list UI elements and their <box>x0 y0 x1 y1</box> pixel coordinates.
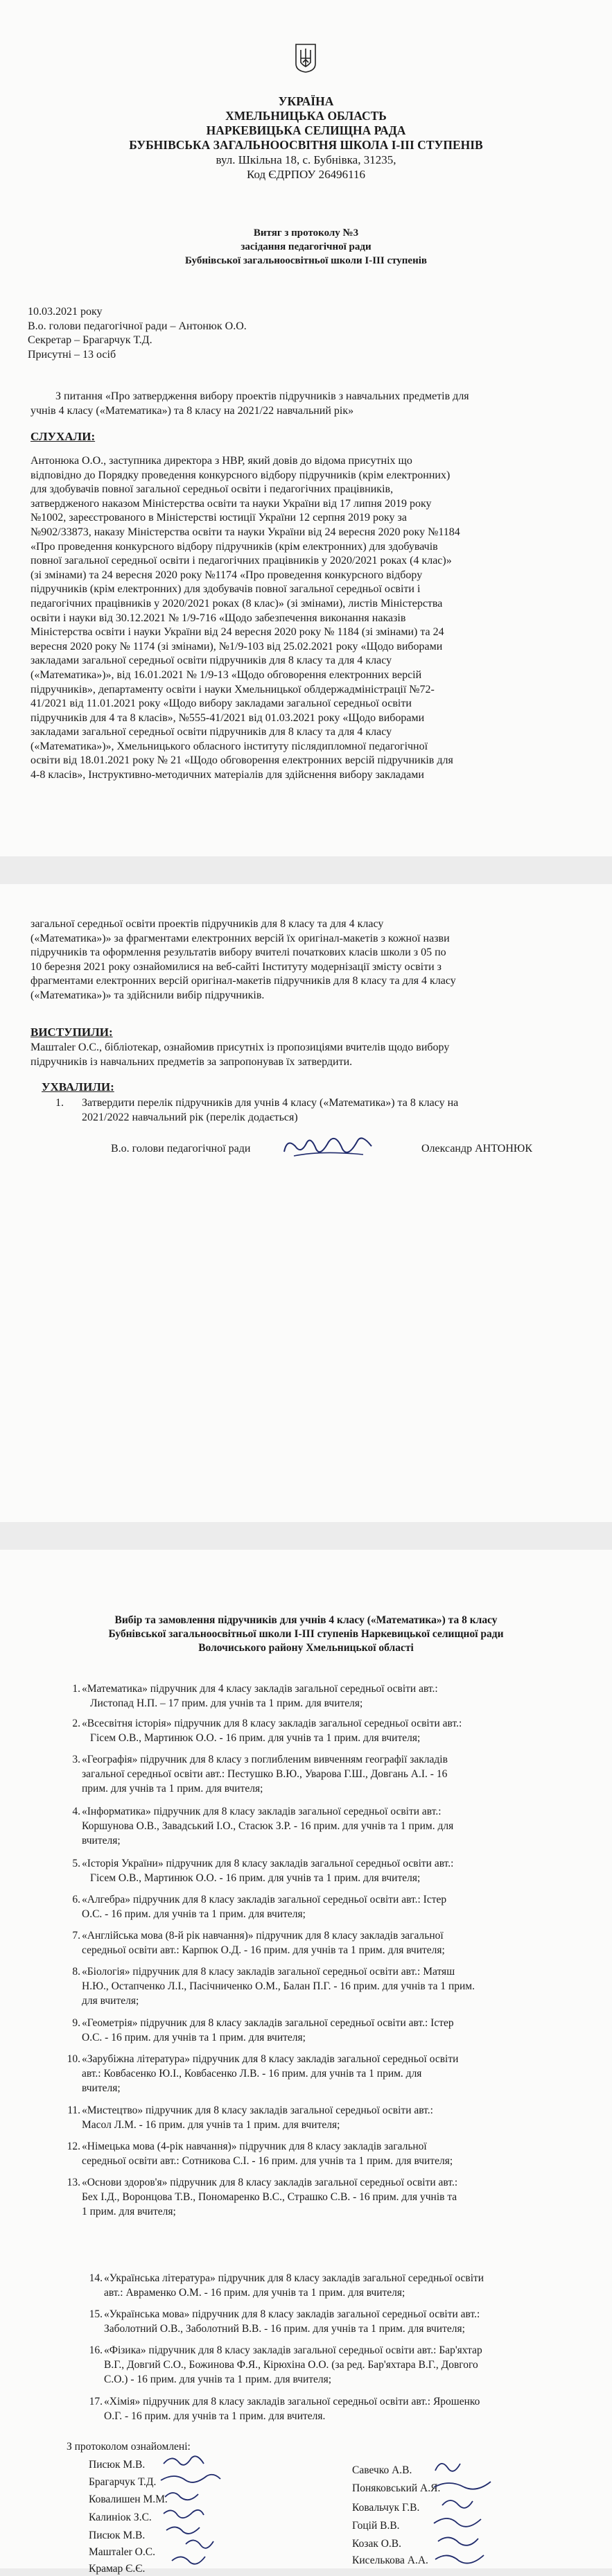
list-item: 10. «Зарубіжна література» підручник для 8 класу закладів загальної середньої освіти авт.: Ковбасенко Ю.І., Ковбасенко Л.В. - 16 прим. для учнів та 1 прим. для вчителя; <box>67 2053 459 2094</box>
heard-text <box>30 454 599 783</box>
header-council: НАРКЕВИЦЬКА СЕЛИЩНА РАДА <box>206 123 406 137</box>
decided-line: Затвердити перелік підручників для учнів 4 класу («Математика») та 8 класу на <box>82 1097 459 1109</box>
signer-right: Козак О.В. <box>352 2538 402 2550</box>
signer-left: Ковалишен М.М. <box>89 2493 168 2505</box>
signer-left: Калиніок З.С. <box>89 2512 152 2523</box>
heard-line: Антонюка О.О., заступника директора з НВР, який довів до відома присутніх що <box>30 455 412 467</box>
extract-subtitle: засідання педагогічної ради <box>241 241 371 252</box>
decided-line: 2021/2022 навчальний рік (перелік додається) <box>82 1111 298 1123</box>
signer-role: В.о. голови педагогічної ради <box>111 1143 251 1155</box>
heard-line: №1002, зареєстрованого в Міністерстві юстиції України 12 серпня 2019 року за <box>30 512 407 524</box>
continuation-line: («Математика»)» та здійснили вибір підручників. <box>30 989 265 1001</box>
agenda-line: З питання «Про затвердження вибору проектів підручників з навчальних предметів для <box>55 390 469 402</box>
header-country: УКРАЇНА <box>278 94 334 108</box>
continuation-line: 10 березня 2021 року ознайомилися на веб-сайті Інституту модернізації змісту освіти з <box>30 960 441 973</box>
list-item: 3. «Географія» підручник для 8 класу з поглибленим вивченням географії закладів загальної середньої освіти авт.: Пестушко В.Ю., Уварова Г.Ш., Довгань А.І. - 16 прим. для учнів та 1 прим. для вчителя; <box>72 1754 448 1795</box>
list-item: 2. «Всесвітня історія» підручник для 8 класу закладів загальної середньої освіти авт.: Гісем О.В., Мартинюк О.О. - 16 прим. для учнів та 1 прим. для вчителя; <box>72 1718 462 1744</box>
spoke-line: підручників із навчальних предметів за запропонував їх затвердити. <box>30 1055 353 1068</box>
heard-line: 4-8 класів», Інструктивно-методичних матеріалів для здійснення вибору закладами <box>30 769 424 781</box>
heard-line: затвердженого наказом Міністерства освіти та науки України від 17 липня 2019 року <box>30 497 432 510</box>
header-address: вул. Шкільна 18, с. Бубнівка, 31235, <box>216 153 396 166</box>
extract-school: Бубнівської загальноосвітньої школи І-ІІІ ступенів <box>185 255 427 266</box>
heard-line: для здобувачів повної загальної середньої освіти і педагогічних працівників, <box>30 483 394 496</box>
meta-secretary: Секретар – Брагарчук Т.Д. <box>28 334 152 347</box>
staff-signatures-right-icon <box>428 2455 518 2573</box>
heard-line: 41/2021 від 11.01.2021 року «Щодо вибору закладами загальної середньої освіти <box>30 698 412 710</box>
list-item: 6. «Алгебра» підручник для 8 класу закладів загальної середньої освіти авт.: Істер О.С. - 16 прим. для учнів та 1 прим. для вчителя; <box>72 1894 447 1920</box>
continuation-line: загальної середньої освіти проектів підручників для 8 класу та для 4 класу <box>30 918 384 930</box>
list-item: 5. «Історія України» підручник для 8 класу закладів загальної середньої освіти авт.: Гісем О.В., Мартинюк О.О. - 16 прим. для учнів та 1 прим. для вчителя; <box>72 1858 454 1884</box>
document-page-2 <box>0 884 612 1522</box>
extract-title: Витяг з протоколу №3 <box>253 227 359 239</box>
list-title: Вибір та замовлення підручників для учнів 4 класу («Математика») та 8 класу <box>114 1614 498 1626</box>
heard-line: підручників для 4 та 8 класів», №555-41/2021 від 01.03.2021 року «Щодо виборами <box>30 711 425 724</box>
heard-line: (зі змінами) та 24 вересня 2020 року №1174 «Про проведення конкурсного відбору <box>30 569 423 581</box>
director-signature-icon <box>280 1125 377 1167</box>
list-item: 12. «Німецька мова (4-рік навчання)» підручник для 8 класу закладів загальної середньої освіти авт.: Сотникова С.І. - 16 прим. для учнів та 1 прим. для вчителя; <box>67 2141 453 2167</box>
meta-date: 10.03.2021 року <box>28 306 103 318</box>
header-region: ХМЕЛЬНИЦЬКА ОБЛАСТЬ <box>225 109 387 123</box>
signer-right: Киселькова А.А. <box>352 2555 428 2566</box>
continuation-line: підручників та оформлення результатів вибору вчителі початкових класів школи з 05 по <box>30 946 446 959</box>
heard-heading: СЛУХАЛИ: <box>30 430 96 443</box>
list-item: 15. «Українська мова» підручник для 8 класу закладів загальної середньої освіти авт.: Заболотний О.В., Заболотний В.В. - 16 прим. для учнів та 1 прим. для вчителя; <box>89 2308 480 2335</box>
heard-line: «Про проведення конкурсного відбору підручників (крім електронних) для здобувачів <box>30 540 438 553</box>
list-title: Волочиського району Хмельницької області <box>198 1642 414 1654</box>
document-page-1 <box>0 0 612 856</box>
decided-number: 1. <box>55 1097 64 1109</box>
signer-left: Крамар Є.Є. <box>89 2563 146 2575</box>
heard-line: вересня 2020 року № 1174 (зі змінами), №1/9-103 від 25.02.2021 року «Щодо виборами <box>30 640 443 652</box>
list-item: 1. «Математика» підручник для 4 класу закладів загальної середньої освіти авт.: Листопад Н.П. – 17 прим. для учнів та 1 прим. для вчителя; <box>72 1683 438 1709</box>
meta-chair: В.о. голови педагогічної ради – Антонюк О.О. <box>28 320 247 332</box>
list-title: Бубнівської загальноосвітньої школи І-ІІІ ступенів Наркевицької селищної ради <box>108 1628 504 1640</box>
list-item: 16. «Фізика» підручник для 8 класу закладів загальної середньої освіти авт.: Бар'яхтар В.Г., Довгий С.О., Божинова Ф.Я., Кірюхіна О.О. (за ред. Бар'яхтара В.Г., Довгого С.О.) - 16 прим. для учнів та 1 прим. для вчителя; <box>89 2344 482 2385</box>
decided-heading: УХВАЛИЛИ: <box>42 1080 114 1093</box>
heard-line: педагогічних працівників у 2020/2021 роках (8 клас)» (зі змінами), листів Міністерства <box>30 597 443 610</box>
acknowledged-label: З протоколом ознайомлені: <box>67 2441 191 2453</box>
heard-line: закладами загальної середньої освіти підручників для 8 класу та для 4 класу <box>30 655 392 667</box>
staff-signatures-left-icon <box>158 2453 241 2570</box>
list-item: 17. «Хімія» підручник для 8 класу закладів загальної середньої освіти авт.: Ярошенко О.Г. - 16 прим. для учнів та 1 прим. для вчителя. <box>89 2396 480 2422</box>
header-code: Код ЄДРПОУ 26496116 <box>247 168 365 181</box>
heard-line: закладами загальної середньої освіти підручників для 8 класу та для 4 класу <box>30 726 392 738</box>
list-item: 13. «Основи здоров'я» підручник для 8 класу закладів загальної середньої освіти авт.: Бех І.Д., Воронцова Т.В., Пономаренко В.С., Страшко С.В. - 16 прим. для учнів та 1 прим. для вчителя; <box>67 2177 458 2218</box>
signer-left: Маштаler О.С. <box>89 2546 155 2558</box>
heard-line: №902/33873, наказу Міністерства освіти та науки України від 24 вересня 2020 року №1184 <box>30 526 460 538</box>
continuation-line: («Математика»)» за фрагментами електронних версій їх оригінал-макетів з кожної назви <box>30 932 450 944</box>
meta-present: Присутні – 13 осіб <box>28 348 116 361</box>
heard-line: («Математика»)», від 16.01.2021 № 1/9-13 «Щодо обговорення електронних версій <box>30 668 422 681</box>
heard-line: Міністерства освіти і науки України від 24 вересня 2020 року № 1184 (зі змінами) та 24 <box>30 626 444 639</box>
signer-left: Писюк М.В. <box>89 2530 146 2541</box>
list-item: 14. «Українська література» підручник для 8 класу закладів загальної середньої освіти авт.: Авраменко О.М. - 16 прим. для учнів та 1 прим. для вчителя; <box>89 2272 484 2299</box>
signer-name: Олександр АНТОНЮК <box>421 1143 533 1155</box>
heard-line: освіти від 18.01.2021 року № 21 «Щодо обговорення електронних версій підручників для <box>30 754 453 767</box>
signer-right: Поняковський А.Я. <box>352 2482 441 2494</box>
heard-line: підручників (крім електронних) для здобувачів повної загальної середньої освіти і <box>30 583 421 596</box>
coat-of-arms-icon <box>295 43 317 74</box>
document-page-3 <box>0 1550 612 2575</box>
list-item: 9. «Геометрія» підручник для 8 класу закладів загальної середньої освіти авт.: Істер О.С. - 16 прим. для учнів та 1 прим. для вчителя; <box>72 2017 454 2043</box>
list-item: 11. «Мистецтво» підручник для 8 класу закладів загальної середньої освіти авт.: Масол Л.М. - 16 прим. для учнів та 1 прим. для вчителя; <box>67 2104 433 2131</box>
list-item: 7. «Англійська мова (8-й рік навчання)» підручник для 8 класу закладів загальної середньої освіти авт.: Карпюк О.Д. - 16 прим. для учнів та 1 прим. для вчителя; <box>72 1930 445 1956</box>
header-school: БУБНІВСЬКА ЗАГАЛЬНООСВІТНЯ ШКОЛА І-ІІІ СТУПЕНІВ <box>129 138 483 152</box>
heard-line: повної загальної середньої освіти і педагогічних працівників у 2020/2021 роках (4 клас)» <box>30 555 452 567</box>
heard-line: освіти і науки від 30.12.2021 № 1/9-716 «Щодо забезпечення виконання наказів <box>30 612 406 624</box>
signer-right: Гоцій В.В. <box>352 2520 400 2532</box>
signer-left: Брагарчук Т.Д. <box>89 2476 157 2488</box>
agenda-line: учнів 4 класу («Математика») та 8 класу на 2021/22 навчальний рік» <box>30 404 354 417</box>
spoke-line: Маштаler О.С., бібліотекар, ознайомив присутніх із пропозиціями вчителів щодо вибору <box>30 1041 450 1053</box>
list-item: 8. «Біологія» підручник для 8 класу закладів загальної середньої освіти авт.: Матяш Н.Ю., Остапченко Л.І., Пасічниченко О.М., Балан П.Г. - 16 прим. для учнів та 1 прим. для вчителя; <box>72 1966 475 2007</box>
continuation-line: фрагментами електронних версій оригінал-макетів підручників для 8 класу та для 4 класу <box>30 975 456 987</box>
continuation-text <box>30 917 599 1003</box>
spoke-heading: ВИСТУПИЛИ: <box>30 1026 113 1039</box>
list-item: 4. «Інформатика» підручник для 8 класу закладів загальної середньої освіти авт.: Коршунова О.В., Завадський І.О., Стасюк З.Р. - 16 прим. для учнів та 1 прим. для вчителя; <box>72 1806 454 1847</box>
heard-line: («Математика»)», Хмельницького обласного інституту післядипломної педагогічної <box>30 740 428 752</box>
heard-line: відповідно до Порядку проведення конкурсного відбору підручників (крім електронних) <box>30 469 451 481</box>
signer-right: Ковальчук Г.В. <box>352 2502 420 2514</box>
signer-left: Писюк М.В. <box>89 2459 146 2471</box>
signer-right: Савечко А.В. <box>352 2464 412 2476</box>
heard-line: підручників», департаменту освіти і науки Хмельницької облдержадміністрації №72- <box>30 683 435 695</box>
